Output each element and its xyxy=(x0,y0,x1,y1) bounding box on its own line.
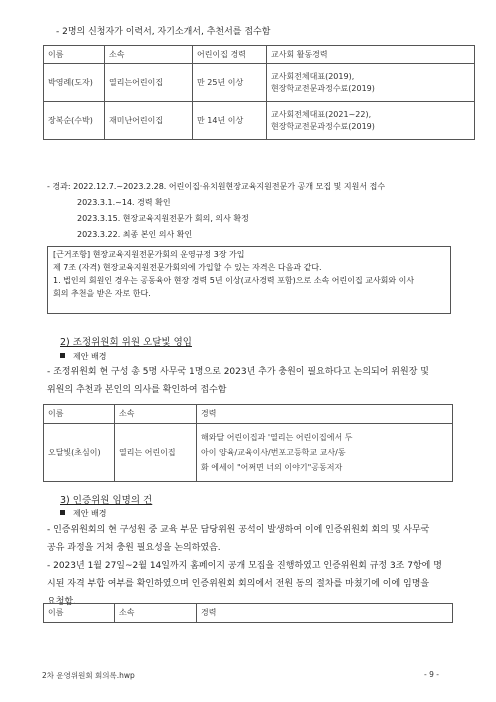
body-line: 요청함. xyxy=(47,597,76,607)
note-line: 회의 추천을 받은 자로 한다. xyxy=(53,289,151,298)
cell-activity xyxy=(267,64,475,102)
table-row xyxy=(44,424,453,482)
cell-org: 열리는 어린이집 xyxy=(115,424,197,482)
regulation-note-box xyxy=(47,246,451,314)
cell-org: 재미난어린이집 xyxy=(105,102,193,140)
table-header: 경력 xyxy=(197,604,453,623)
cell-name: 장복순(수박) xyxy=(44,102,105,140)
note-line: 1. 법인의 회원인 경우는 공동육아 현장 경력 5년 이상(교사경력 포함)으로 소속 어린이집 교사회와 이사 xyxy=(53,276,415,285)
bullet-label: 제안 배경 xyxy=(73,509,107,518)
body-line: 공유 과정을 거쳐 충원 필요성을 논의하였음. xyxy=(47,543,221,553)
process-text: - 경과: 2022.12.7.~2023.2.28. 어린이집·유치원현장교육지원전문가 공개 모집 및 지원서 접수 xyxy=(47,182,386,191)
career-line: 화 에세이 "어쩌면 너의 이야기"공동저자 xyxy=(201,463,343,472)
mediator-table xyxy=(43,404,453,482)
section-heading: 3) 인증위원 임명의 건 xyxy=(60,495,153,506)
bullet-label: 제안 배경 xyxy=(73,352,107,361)
cell-org: 열리는어린이집 xyxy=(105,64,193,102)
career-line: 아이 양육/교육이사/번포고등학교 교사/동 xyxy=(201,448,346,457)
table-header: 소속 xyxy=(115,604,197,623)
step-item: 2023.3.22. 최종 본인 의사 확인 xyxy=(77,230,193,239)
table-header: 소속 xyxy=(105,46,193,64)
applicant-table xyxy=(43,45,475,140)
body-line: - 2023년 1월 27일~2월 14일까지 홈페이지 공개 모집을 진행하였고 인증위원회 규정 3조 7항에 명 xyxy=(47,561,442,571)
table-header: 소속 xyxy=(115,405,197,424)
certification-table xyxy=(43,603,453,623)
activity-line: 현장학교전문과정수료(2019) xyxy=(271,121,375,131)
bullet-icon xyxy=(60,510,65,515)
body-line: 위원의 추천과 본인의 의사를 확인하여 접수함 xyxy=(47,385,227,395)
step-item: 2023.3.1.~14. 경력 확인 xyxy=(77,198,171,207)
table-header: 경력 xyxy=(197,405,453,424)
table-header: 이름 xyxy=(44,46,105,64)
table-header: 이름 xyxy=(44,604,115,623)
cell-career xyxy=(197,424,453,482)
step-item: 2023.3.15. 현장교육지원전문가 회의, 의사 확정 xyxy=(77,214,249,223)
activity-line: 현장학교전문과정수료(2019) xyxy=(271,83,375,93)
body-line: 시된 자격 부합 여부를 확인하였으며 인증위원회 회의에서 전원 동의 절차를 마쳤기에 이에 임명을 xyxy=(47,579,430,589)
footer-filename: 2차 운영위원회 회의록.hwp xyxy=(42,671,135,680)
table-header: 이름 xyxy=(44,405,115,424)
activity-line: 교사회전체대표(2021~22), xyxy=(271,109,372,119)
page-number: - 9 - xyxy=(424,670,439,679)
note-line: 제 7조 (자격) 현장교육지원전문가회의에 가입할 수 있는 자격은 다음과 같다. xyxy=(53,263,322,272)
table-row xyxy=(44,102,475,140)
table-header: 교사회 활동경력 xyxy=(267,46,475,64)
intro-text: - 2명의 신청자가 이력서, 자기소개서, 추천서를 접수함 xyxy=(56,27,271,37)
body-line: - 조정위원회 현 구성 총 5명 사무국 1명으로 2023년 추가 충원이 필요하다고 논의되어 위원장 및 xyxy=(47,367,429,377)
table-row xyxy=(44,64,475,102)
activity-line: 교사회전체대표(2019), xyxy=(271,71,355,81)
body-line: - 인증위원회의 현 구성원 중 교육 부문 담당위원 공석이 발생하여 이에 인증위원회 회의 및 사무국 xyxy=(47,525,430,535)
cell-name: 박영례(도자) xyxy=(44,64,105,102)
section-heading: 2) 조정위원회 위원 오달빛 영입 xyxy=(60,337,192,348)
cell-career: 만 14년 이상 xyxy=(193,102,267,140)
table-header: 어린이집 경력 xyxy=(193,46,267,64)
cell-name: 오달빛(초심이) xyxy=(44,424,115,482)
bullet-icon xyxy=(60,353,65,358)
bullet-item xyxy=(60,351,106,362)
note-line: [근거조항] 현장교육지원전문가회의 운영규정 3장 가입 xyxy=(53,250,245,259)
cell-activity xyxy=(267,102,475,140)
career-line: 해와달 어린이집과 '열리는 어린이집에서 두 xyxy=(201,433,353,442)
cell-career: 만 25년 이상 xyxy=(193,64,267,102)
bullet-item xyxy=(60,508,106,519)
